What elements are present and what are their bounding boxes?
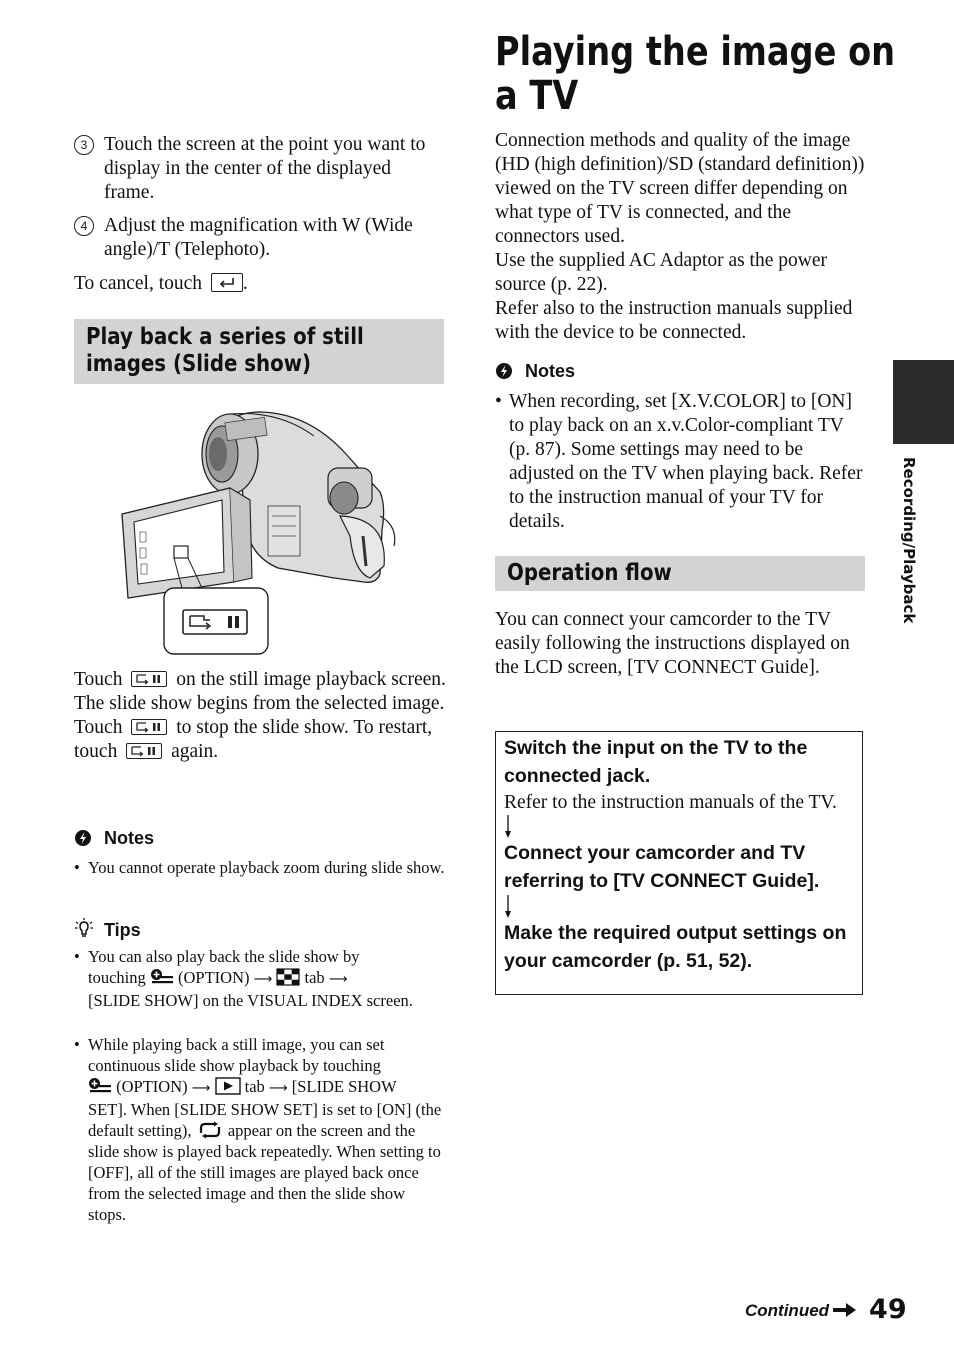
tv-intro (495, 129, 867, 345)
notes-header: Notes (74, 828, 154, 849)
flow-step-heading: Make the required output settings on your camcorder (p. 51, 52). (504, 922, 847, 972)
slide-show-icon (126, 743, 162, 759)
option-icon (88, 1077, 112, 1095)
paragraph: Use the supplied AC Adaptor as the power source (p. 22). (495, 250, 827, 295)
operation-flow-band (495, 556, 865, 591)
page-title: Playing the image on a TV (495, 29, 896, 119)
paragraph: Connection methods and quality of the image (HD (high definition)/SD (standard definition)) viewed on the TV screen differ depending on what type of TV is connected, and the connectors used. (495, 130, 865, 247)
list-item: • While playing back a still image, you can set continuous slide show playback by touching (OPTION) ⟶ tab ⟶ [SLIDE SHOW SET]. When [SLIDE SHOW SET] is set to [ON] (the default setting), appear on the screen and the slide show is played back repeatedly. When setting to [OFF], all of the still images are played back once from the selected image and then the slide show stops. (74, 1035, 442, 1224)
arrow-right-icon: ⟶ (268, 1081, 288, 1096)
list-item: • When recording, set [X.V.COLOR] to [ON] to play back on an x.v.Color-compliant TV (p. 87). Some settings may need to be adjusted on the TV when playing back. Refer to the instruction manual of your TV for details. (495, 391, 863, 532)
side-tab-label-wrap (894, 457, 922, 632)
camcorder-illustration (118, 406, 403, 658)
section-heading: Play back a series of still (86, 324, 364, 350)
step-text: Adjust the magnification with W (Wide angle)/T (Telephoto). (104, 215, 413, 260)
step-3 (74, 133, 444, 205)
instruction-line: Touch to stop the slide show. To restart, touch again. (74, 717, 433, 762)
arrow-down-icon (504, 895, 514, 919)
footer (745, 1294, 907, 1325)
flow-step-heading: Connect your camcorder and TV referring to [TV CONNECT Guide]. (504, 842, 820, 892)
notes-header: Notes (495, 361, 575, 382)
flow-intro: You can connect your camcorder to the TV easily following the instructions displayed on the LCD screen, [TV CONNECT Guide]. (495, 609, 850, 678)
grid-tab-icon (276, 968, 300, 986)
flow-box (495, 731, 863, 995)
slideshow-instructions (74, 668, 446, 764)
instruction-line: The slide show begins from the selected image. (74, 693, 445, 714)
step-text: Touch the screen at the point you want to display in the center of the displayed frame. (104, 134, 426, 203)
section-heading: Operation flow (507, 560, 672, 586)
slide-show-icon (131, 719, 167, 735)
continued-label: Continued (745, 1301, 830, 1320)
arrow-right-icon (833, 1303, 857, 1317)
option-icon (150, 968, 174, 986)
arrow-right-icon: ⟶ (253, 972, 273, 987)
tips-header: Tips (74, 918, 141, 941)
arrow-right-icon: ⟶ (191, 1081, 211, 1096)
slideshow-heading-band (74, 319, 444, 384)
arrow-right-icon: ⟶ (328, 972, 348, 987)
step-number: 4 (74, 216, 94, 236)
instruction-line: Touch on the still image playback screen. (74, 669, 446, 690)
side-tab-block (893, 360, 954, 444)
return-icon (211, 273, 243, 292)
flow-step-heading: Switch the input on the TV to the connected jack. (504, 737, 808, 787)
notes-icon (74, 829, 92, 847)
play-tab-icon (215, 1077, 241, 1095)
arrow-down-icon (504, 815, 514, 839)
notes-icon (495, 362, 513, 380)
section-heading: images (Slide show) (86, 351, 312, 377)
page-number: 49 (869, 1294, 907, 1325)
lightbulb-icon (74, 918, 94, 940)
step-number: 3 (74, 135, 94, 155)
list-item: • You can also play back the slide show by touching (OPTION) ⟶ tab ⟶ [SLIDE SHOW] on the VISUAL INDEX screen. (74, 947, 413, 1010)
cancel-text: To cancel, touch (74, 273, 203, 294)
flow-step-text: Refer to the instruction manuals of the TV. (504, 792, 837, 813)
repeat-icon (196, 1121, 224, 1139)
step-4 (74, 214, 444, 262)
side-tab-label: Recording/Playback (900, 457, 918, 624)
paragraph: Refer also to the instruction manuals supplied with the device to be connected. (495, 298, 853, 343)
list-item: • You cannot operate playback zoom during slide show. (74, 858, 445, 877)
cancel-line: To cancel, touch . (74, 273, 248, 294)
slide-show-icon (131, 671, 167, 687)
